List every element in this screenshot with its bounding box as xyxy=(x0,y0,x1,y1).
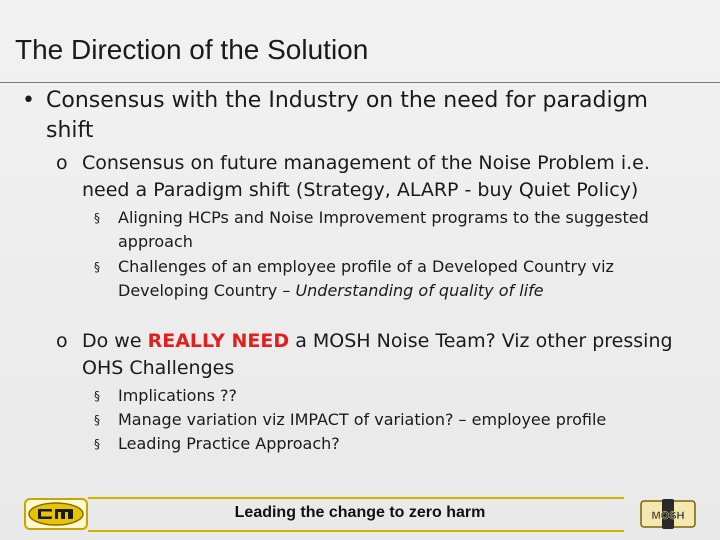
subsubbullet-text: Aligning HCPs and Noise Improvement programs to the suggested approach xyxy=(118,208,649,251)
subsubbullet-aligning-hcps xyxy=(94,206,674,254)
subsubbullet-manage-variation xyxy=(94,408,674,432)
bullet-consensus-industry xyxy=(22,86,692,146)
do-we-text: Do we xyxy=(82,330,148,352)
really-need-emphasis: REALLY NEED xyxy=(147,330,290,352)
challenges-text: Challenges of an employee profile of a Developed Country viz Developing Country – xyxy=(118,257,614,300)
subsubbullet-challenges-profile xyxy=(94,255,674,303)
subbullet-mosh-noise-team xyxy=(56,328,696,382)
title-divider xyxy=(0,82,720,83)
footer-divider-bottom xyxy=(88,530,624,532)
section-bullet-icon: § xyxy=(94,389,100,403)
subbullet-text: Consensus on future management of the Noise Problem i.e. need a Paradigm shift (Strategy, ALARP - buy Quiet Policy) xyxy=(82,152,650,201)
bullet-dot-icon: • xyxy=(22,88,35,113)
section-bullet-icon: § xyxy=(94,437,100,451)
subbullet-paradigm-shift xyxy=(56,150,696,204)
subsubbullet-implications xyxy=(94,384,674,408)
slide-title: The Direction of the Solution xyxy=(15,34,369,65)
mosh-logo-icon xyxy=(640,498,696,530)
quality-of-life-text: Understanding of quality of life xyxy=(295,281,544,300)
subsubbullet-text: Implications ?? xyxy=(118,386,238,405)
circle-bullet-icon: o xyxy=(56,152,68,174)
svg-text:MOSH: MOSH xyxy=(651,510,685,522)
subsubbullet-text: Leading Practice Approach? xyxy=(118,434,340,453)
section-bullet-icon: § xyxy=(94,413,100,427)
section-bullet-icon: § xyxy=(94,211,100,225)
mosh-logo xyxy=(640,498,696,530)
section-bullet-icon: § xyxy=(94,260,100,274)
subbullet-text xyxy=(82,328,696,382)
subsubbullet-leading-practice xyxy=(94,432,674,456)
footer-divider-top xyxy=(88,497,624,499)
subsubbullet-text xyxy=(118,255,674,303)
circle-bullet-icon: o xyxy=(56,330,68,352)
bullet-text: Consensus with the Industry on the need for paradigm shift xyxy=(46,88,648,143)
mosh-team-text: a MOSH Noise Team? Viz other pressing OHS Challenges xyxy=(82,330,673,379)
footer-tagline: Leading the change to zero harm xyxy=(234,504,486,521)
subsubbullet-text: Manage variation viz IMPACT of variation? – employee profile xyxy=(118,410,607,429)
